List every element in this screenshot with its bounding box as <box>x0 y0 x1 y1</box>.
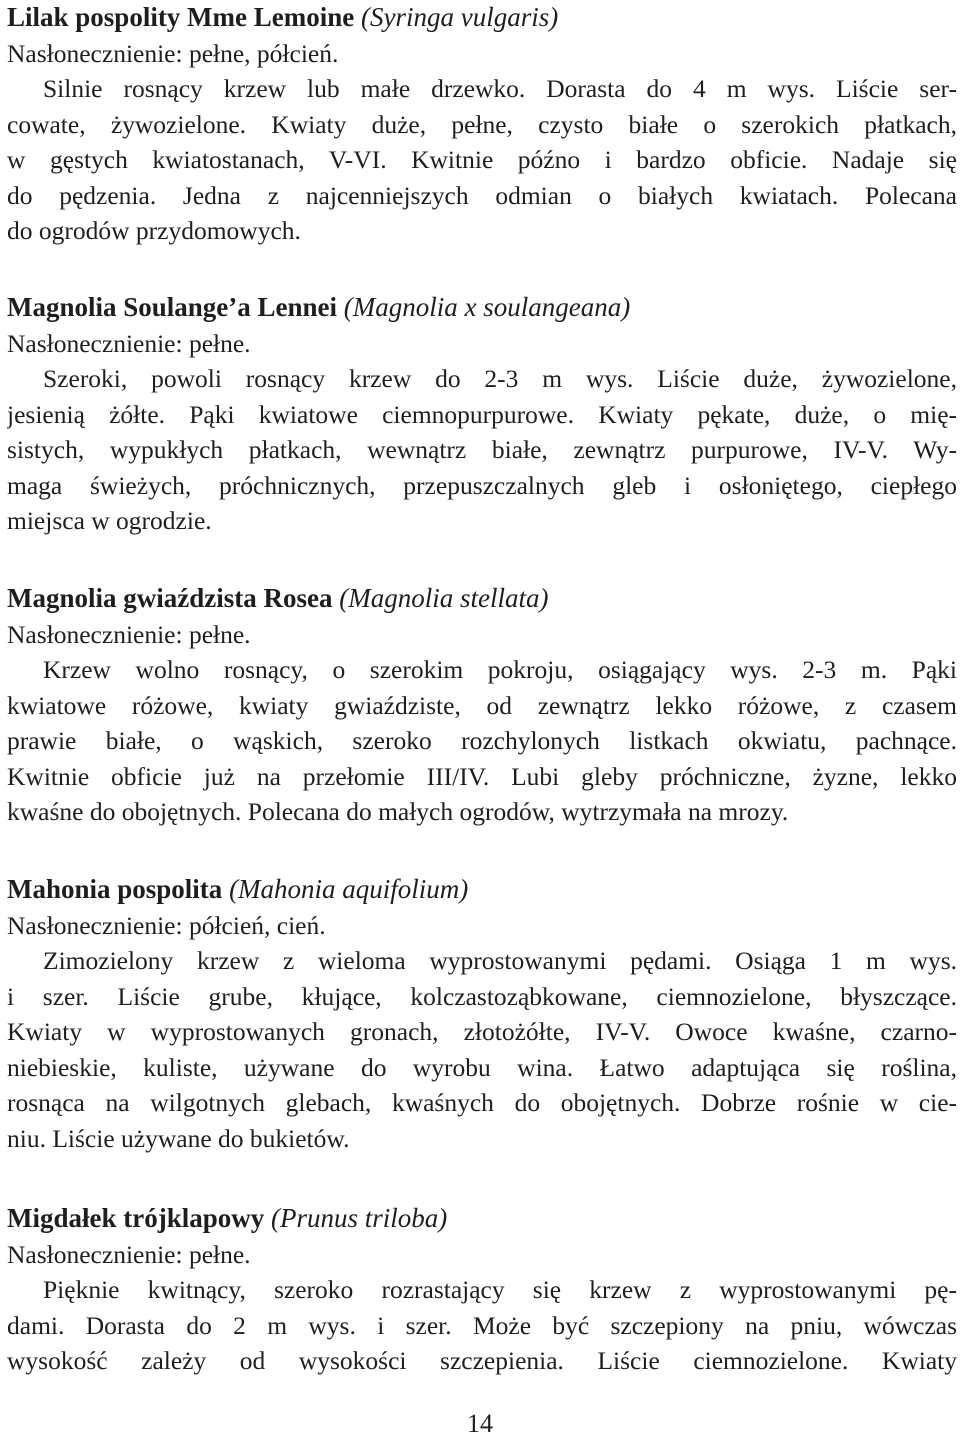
description-line: Szeroki, powoli rosnący krzew do 2-3 m wys. Liście duże, żywozielone, <box>43 364 957 393</box>
latin-name: (Magnolia x soulangeana) <box>343 292 631 322</box>
plant-name: Magnolia Soulange’a Lennei <box>7 292 338 322</box>
entry-heading <box>7 872 957 908</box>
sun-exposure: Nasłonecznienie: półcień, cień. <box>7 910 326 940</box>
description-line: kwaśne do obojętnych. Polecana do małych ogrodów, wytrzymała na mrozy. <box>7 797 789 826</box>
entry-heading <box>7 1201 957 1237</box>
plant-name: Lilak pospolity Mme Lemoine <box>7 2 355 32</box>
description-line: do pędzenia. Jedna z najcenniejszych odmian o białych kwiatach. Polecana <box>7 180 957 210</box>
description-line: w gęstych kwiatostanach, V-VI. Kwitnie późno i bardzo obficie. Nadaje się <box>7 145 957 174</box>
description-line: maga świeżych, próchnicznych, przepuszczalnych gleb i osłoniętego, ciepłego <box>7 470 957 500</box>
sun-exposure: Nasłonecznienie: pełne. <box>7 1239 251 1269</box>
entry-heading <box>7 0 957 36</box>
entry-heading <box>7 290 957 326</box>
latin-name: (Mahonia aquifolium) <box>229 874 469 904</box>
description-line: kwiatowe różowe, kwiaty gwiaździste, od zewnątrz lekko różowe, z czasem <box>7 690 957 720</box>
plant-name: Mahonia pospolita <box>7 874 223 904</box>
sun-exposure: Nasłonecznienie: pełne. <box>7 619 251 649</box>
description-line: rosnąca na wilgotnych glebach, kwaśnych do obojętnych. Dobrze rośnie w cie- <box>7 1088 957 1117</box>
latin-name: (Prunus triloba) <box>271 1203 448 1233</box>
plant-entry <box>7 290 957 539</box>
description-line: Silnie rosnący krzew lub małe drzewko. Dorasta do 4 m wys. Liście ser- <box>43 74 957 103</box>
description-line: sistych, wypukłych płatkach, wewnątrz białe, zewnątrz purpurowe, IV-V. Wy- <box>7 435 957 464</box>
latin-name: (Magnolia stellata) <box>339 583 549 613</box>
page-number: 14 <box>467 1409 493 1438</box>
plant-entry <box>7 0 957 249</box>
description-line: niebieskie, kuliste, używane do wyrobu wina. Łatwo adaptująca się roślina, <box>7 1052 957 1082</box>
description-line: prawie białe, o wąskich, szeroko rozchylonych listkach okwiatu, pachnące. <box>7 726 957 755</box>
description-line: dami. Dorasta do 2 m wys. i szer. Może być szczepiony na pniu, wówczas <box>7 1310 957 1340</box>
latin-name: (Syringa vulgaris) <box>361 2 559 32</box>
description-line: jesienią żółte. Pąki kwiatowe ciemnopurpurowe. Kwiaty pękate, duże, o mię- <box>7 399 957 429</box>
entry-heading <box>7 581 957 617</box>
description-line: wysokość zależy od wysokości szczepienia. Liście ciemnozielone. Kwiaty <box>7 1346 957 1375</box>
description-line: do ogrodów przydomowych. <box>7 216 301 245</box>
description-line: Kwiaty w wyprostowanych gronach, złotożółte, IV-V. Owoce kwaśne, czarno- <box>7 1017 957 1046</box>
description-line: Kwitnie obficie już na przełomie III/IV. Lubi gleby próchniczne, żyzne, lekko <box>7 761 957 791</box>
description-line: cowate, żywozielone. Kwiaty duże, pełne, czysto białe o szerokich płatkach, <box>7 109 957 139</box>
description-line: miejsca w ogrodzie. <box>7 506 212 535</box>
description-line: niu. Liście używane do bukietów. <box>7 1123 350 1153</box>
sun-exposure: Nasłonecznienie: pełne. <box>7 328 251 358</box>
plant-name: Magnolia gwiaździsta Rosea <box>7 583 333 613</box>
plant-entry <box>7 581 957 830</box>
description-line: Krzew wolno rosnący, o szerokim pokroju, osiągający wys. 2-3 m. Pąki <box>43 655 957 684</box>
plant-name: Migdałek trójklapowy <box>7 1203 265 1233</box>
plant-entry <box>7 872 957 1156</box>
description-line: i szer. Liście grube, kłujące, kolczastoząbkowane, ciemnozielone, błyszczące. <box>7 981 957 1011</box>
plant-entry <box>7 1201 957 1379</box>
sun-exposure: Nasłonecznienie: pełne, półcień. <box>7 38 339 68</box>
description-line: Pięknie kwitnący, szeroko rozrastający się krzew z wyprostowanymi pę- <box>43 1275 957 1304</box>
description-line: Zimozielony krzew z wieloma wyprostowanymi pędami. Osiąga 1 m wys. <box>43 946 957 975</box>
